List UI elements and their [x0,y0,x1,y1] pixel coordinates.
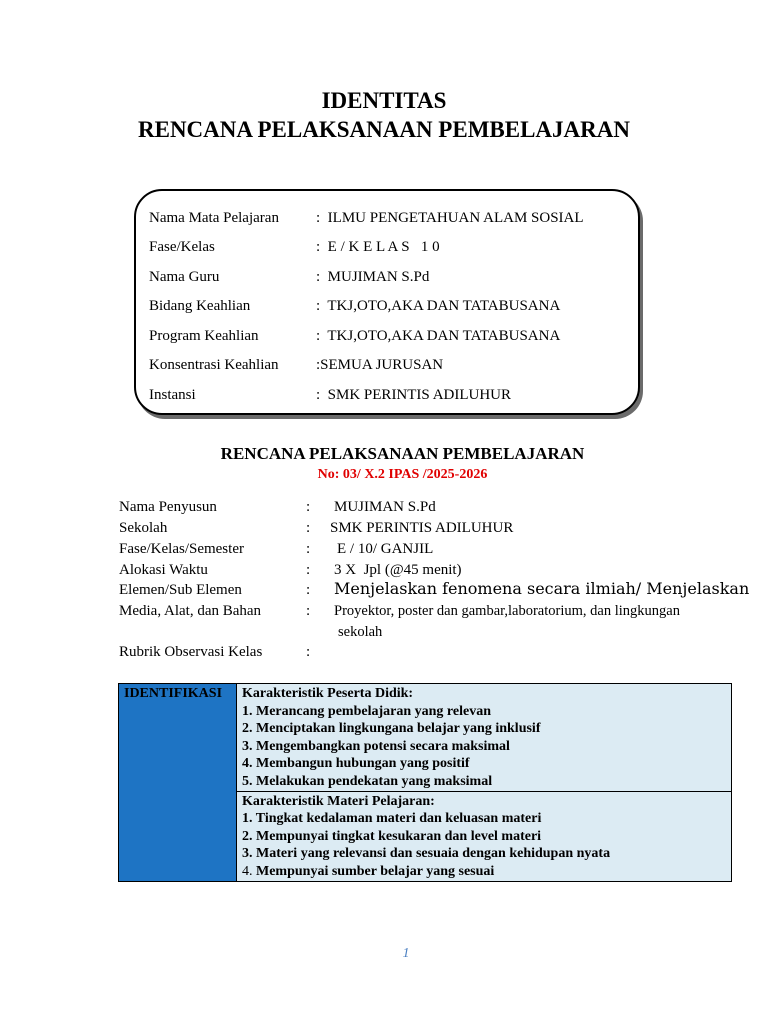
identity-label: Fase/Kelas [149,239,215,255]
info-value: 3 X Jpl (@45 menit) [334,562,462,578]
list-item: 1. Merancang pembelajaran yang relevan [242,703,491,719]
info-value: SMK PERINTIS ADILUHUR [330,520,514,536]
info-colon: : [306,603,311,619]
identity-box [134,189,640,415]
info-value: MUJIMAN S.Pd [334,499,436,515]
material-characteristics-cell [237,791,732,881]
identity-value: :SEMUA JURUSAN [316,357,444,373]
info-value: Menjelaskan fenomena secara ilmiah/ Menjelaskan [334,579,750,598]
rpp-title: RENCANA PELAKSANAAN PEMBELAJARAN [220,444,585,463]
rpp-number: No: 03/ X.2 IPAS /2025-2026 [317,467,488,482]
page-number: 1 [402,946,410,961]
info-colon: : [306,499,311,515]
list-item-prefix: 4. [242,863,256,879]
list-item-text: Mempunyai sumber belajar yang sesuai [256,863,495,879]
info-colon: : [306,582,311,598]
identity-label: Nama Guru [149,269,220,285]
info-label: Sekolah [119,520,168,536]
info-label: Rubrik Observasi Kelas [119,644,263,660]
identity-value: : TKJ,OTO,AKA DAN TATABUSANA [316,328,561,344]
document-subtitle: RENCANA PELAKSANAAN PEMBELAJARAN [138,117,630,142]
identification-table [118,683,732,882]
identity-label: Konsentrasi Keahlian [149,357,279,373]
info-colon: : [306,541,311,557]
info-label: Media, Alat, dan Bahan [119,603,262,619]
info-colon: : [306,562,311,578]
info-colon: : [306,644,311,660]
info-colon: : [306,520,311,536]
list-item: 5. Melakukan pendekatan yang maksimal [242,773,493,789]
list-item: 3. Materi yang relevansi dan sesuaia dengan kehidupan nyata [242,846,611,862]
list-item: 2. Menciptakan lingkungana belajar yang inklusif [242,721,541,737]
document-title: IDENTITAS [321,88,447,113]
list-item: 3. Mengembangkan potensi secara maksimal [242,738,510,754]
identification-header: IDENTIFIKASI [119,684,237,882]
info-value-continued: sekolah [338,624,383,640]
info-label: Alokasi Waktu [119,562,208,578]
info-label: Elemen/Sub Elemen [119,582,242,598]
section-title: Karakteristik Materi Pelajaran: [242,793,435,809]
info-value: E / 10/ GANJIL [337,541,434,557]
info-label: Fase/Kelas/Semester [119,541,244,557]
identity-value: : SMK PERINTIS ADILUHUR [316,387,512,403]
identity-value: : E / K E L A S 1 0 [316,239,440,255]
identity-label: Nama Mata Pelajaran [149,210,279,226]
identity-value: : ILMU PENGETAHUAN ALAM SOSIAL [316,210,584,226]
learner-characteristics-cell [237,684,732,792]
identity-label: Instansi [149,387,196,403]
section-title: Karakteristik Peserta Didik: [242,686,414,701]
list-item [242,863,727,881]
identity-label: Program Keahlian [149,328,259,344]
list-item: 4. Membangun hubungan yang positif [242,756,470,772]
identity-value: : TKJ,OTO,AKA DAN TATABUSANA [316,298,561,314]
list-item: 2. Mempunyai tingkat kesukaran dan level materi [242,828,542,844]
identity-value: : MUJIMAN S.Pd [316,269,430,285]
list-item: 1. Tingkat kedalaman materi dan keluasan materi [242,811,542,827]
identity-label: Bidang Keahlian [149,298,251,314]
info-value: Proyektor, poster dan gambar,laboratorium, dan lingkungan [334,603,680,619]
info-label: Nama Penyusun [119,499,217,515]
